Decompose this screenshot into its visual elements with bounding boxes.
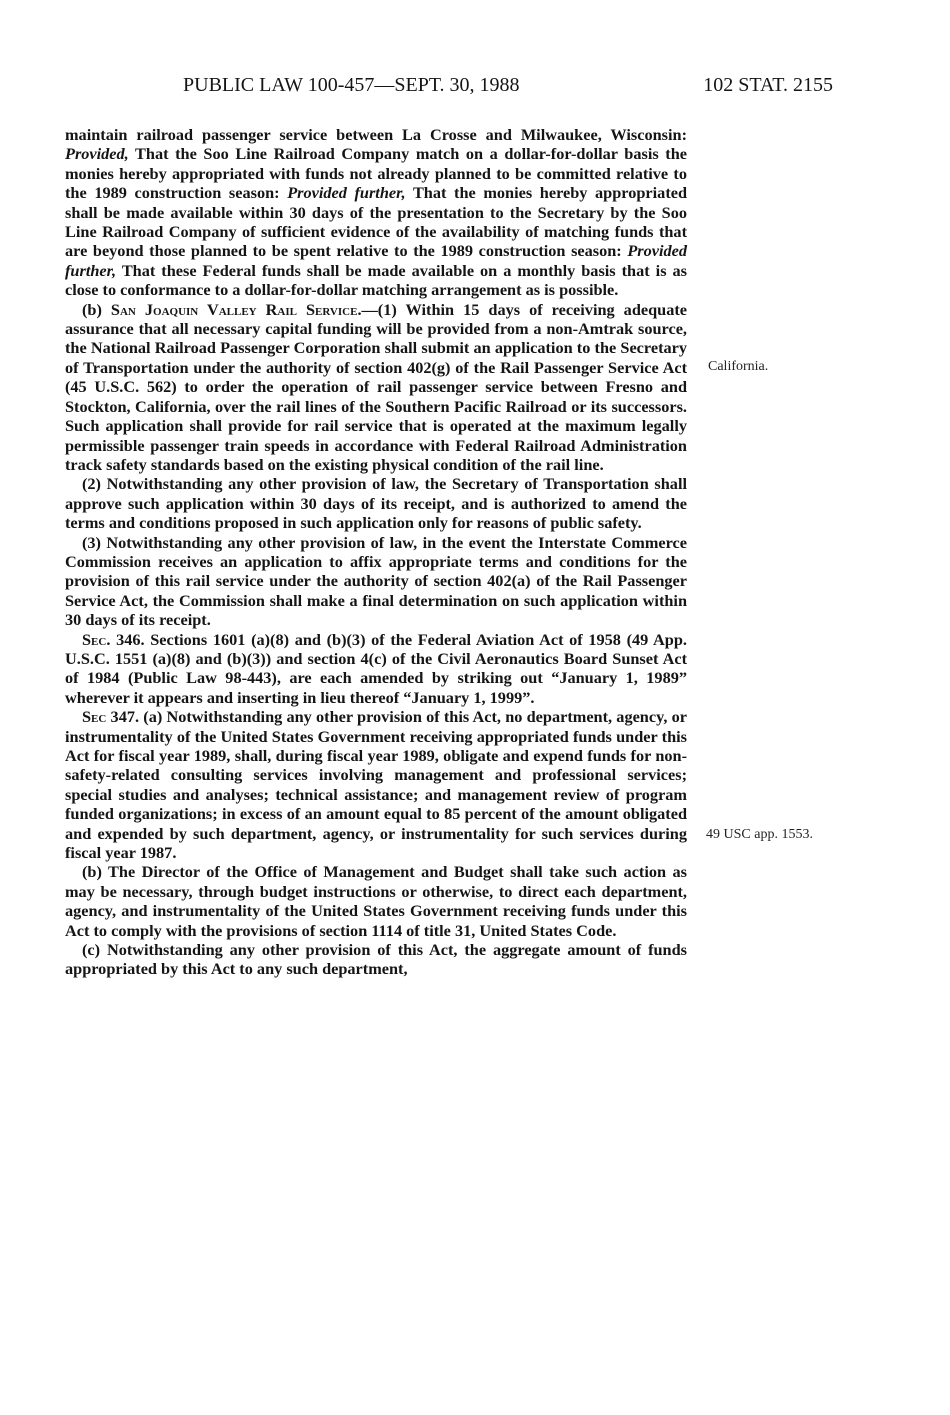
provided-further-italic: Provided further, xyxy=(287,183,406,203)
stat-page-number: 102 STAT. 2155 xyxy=(703,74,833,96)
paragraph-3: (3) Notwithstanding any other provision of law, in the event the Interstate Commerce Commission receives an application to affix appropriate terms and conditions for the provision of this rail service under the authority of section 402(a) of the Rail Passenger Service Act, the Commission shall make a final determination on such application within 30 days of its receipt. xyxy=(65,532,687,630)
section-label: Sec. xyxy=(82,629,111,649)
page-header xyxy=(183,70,833,100)
paragraph-continuation: maintain railroad passenger service between La Crosse and Milwaukee, Wisconsin: Provided, That the Soo Line Railroad Company match on a dollar-for-dollar basis the monies hereby appropriated with funds not already planned to be committed relative to the 1989 construction season: Provided further, That the monies hereby appropriated shall be made available within 30 days of the presentation to the Secretary by the Soo Line Railroad Company of sufficient evidence of the availability of matching funds that are beyond those planned to be spent relative to the 1989 construction season: Provided further, That these Federal funds shall be made available on a monthly basis that is as close to conformance to a dollar-for-dollar matching arrangement as is possible. xyxy=(65,125,688,300)
paragraph-san-joaquin: (b) San Joaquin Valley Rail Service.—(1) Within 15 days of receiving adequate assurance that all necessary capital funding will be provided from a non-Amtrak source, the National Railroad Passenger Corporation shall submit an application to the Secretary of Transportation under the authority of section 402(g) of the Rail Passenger Service Act (45 U.S.C. 562) to order the operation of rail passenger service between Fresno and Stockton, California, over the rail lines of the Southern Pacific Railroad or its successors. Such application shall provide for rail service that is operated at the maximum legally permissible passenger train speeds in accordance with Federal Railroad Administration track safety standards based on the existing physical condition of the rail line. xyxy=(65,299,687,474)
margin-note-usc: 49 USC app. 1553. xyxy=(706,827,813,842)
provided-italic: Provided, xyxy=(65,144,129,164)
margin-note-california: California. xyxy=(708,359,769,374)
paragraph-c: (c) Notwithstanding any other provision of this Act, the aggregate amount of funds appropriated by this Act to any such department, xyxy=(65,940,687,979)
section-347: Sec 347. (a) Notwithstanding any other provision of this Act, no department, agency, or instrumentality of the United States Government receiving appropriated funds under this Act for fiscal year 1989, shall, during fiscal year 1989, obligate and expend funds for non-safety-related consulting services involving management and professional services; special studies and analyses; technical assistance; and management review of program funded organizations; in excess of an amount equal to 85 percent of the amount obligated and expended by such department, agency, or instrumentality for such services during fiscal year 1987. xyxy=(65,707,687,863)
body-text xyxy=(65,125,687,979)
section-346: Sec. 346. Sections 1601 (a)(8) and (b)(3) of the Federal Aviation Act of 1958 (49 App. U.S.C. 1551 (a)(8) and (b)(3)) and section 4(c) of the Civil Aeronautics Board Sunset Act of 1984 (Public Law 98-443), are each amended by striking out “January 1, 1989” wherever it appears and inserting in lieu thereof “January 1, 1999”. xyxy=(65,629,687,707)
section-heading: San Joaquin Valley Rail Service. xyxy=(110,299,362,319)
section-label: Sec xyxy=(82,707,107,727)
paragraph-2: (2) Notwithstanding any other provision of law, the Secretary of Transportation shall approve such application within 30 days of its receipt, and is authorized to amend the terms and conditions proposed in such application only for reasons of public safety. xyxy=(65,474,687,533)
paragraph-b: (b) The Director of the Office of Management and Budget shall take such action as may be necessary, through budget instructions or otherwise, to direct each department, agency, and instrumentality of the United States Government receiving funds under this Act to comply with the provisions of section 1114 of title 31, United States Code. xyxy=(65,862,687,940)
page-title: PUBLIC LAW 100-457—SEPT. 30, 1988 xyxy=(183,74,520,96)
provided-further-italic: Provided further, xyxy=(65,241,687,280)
